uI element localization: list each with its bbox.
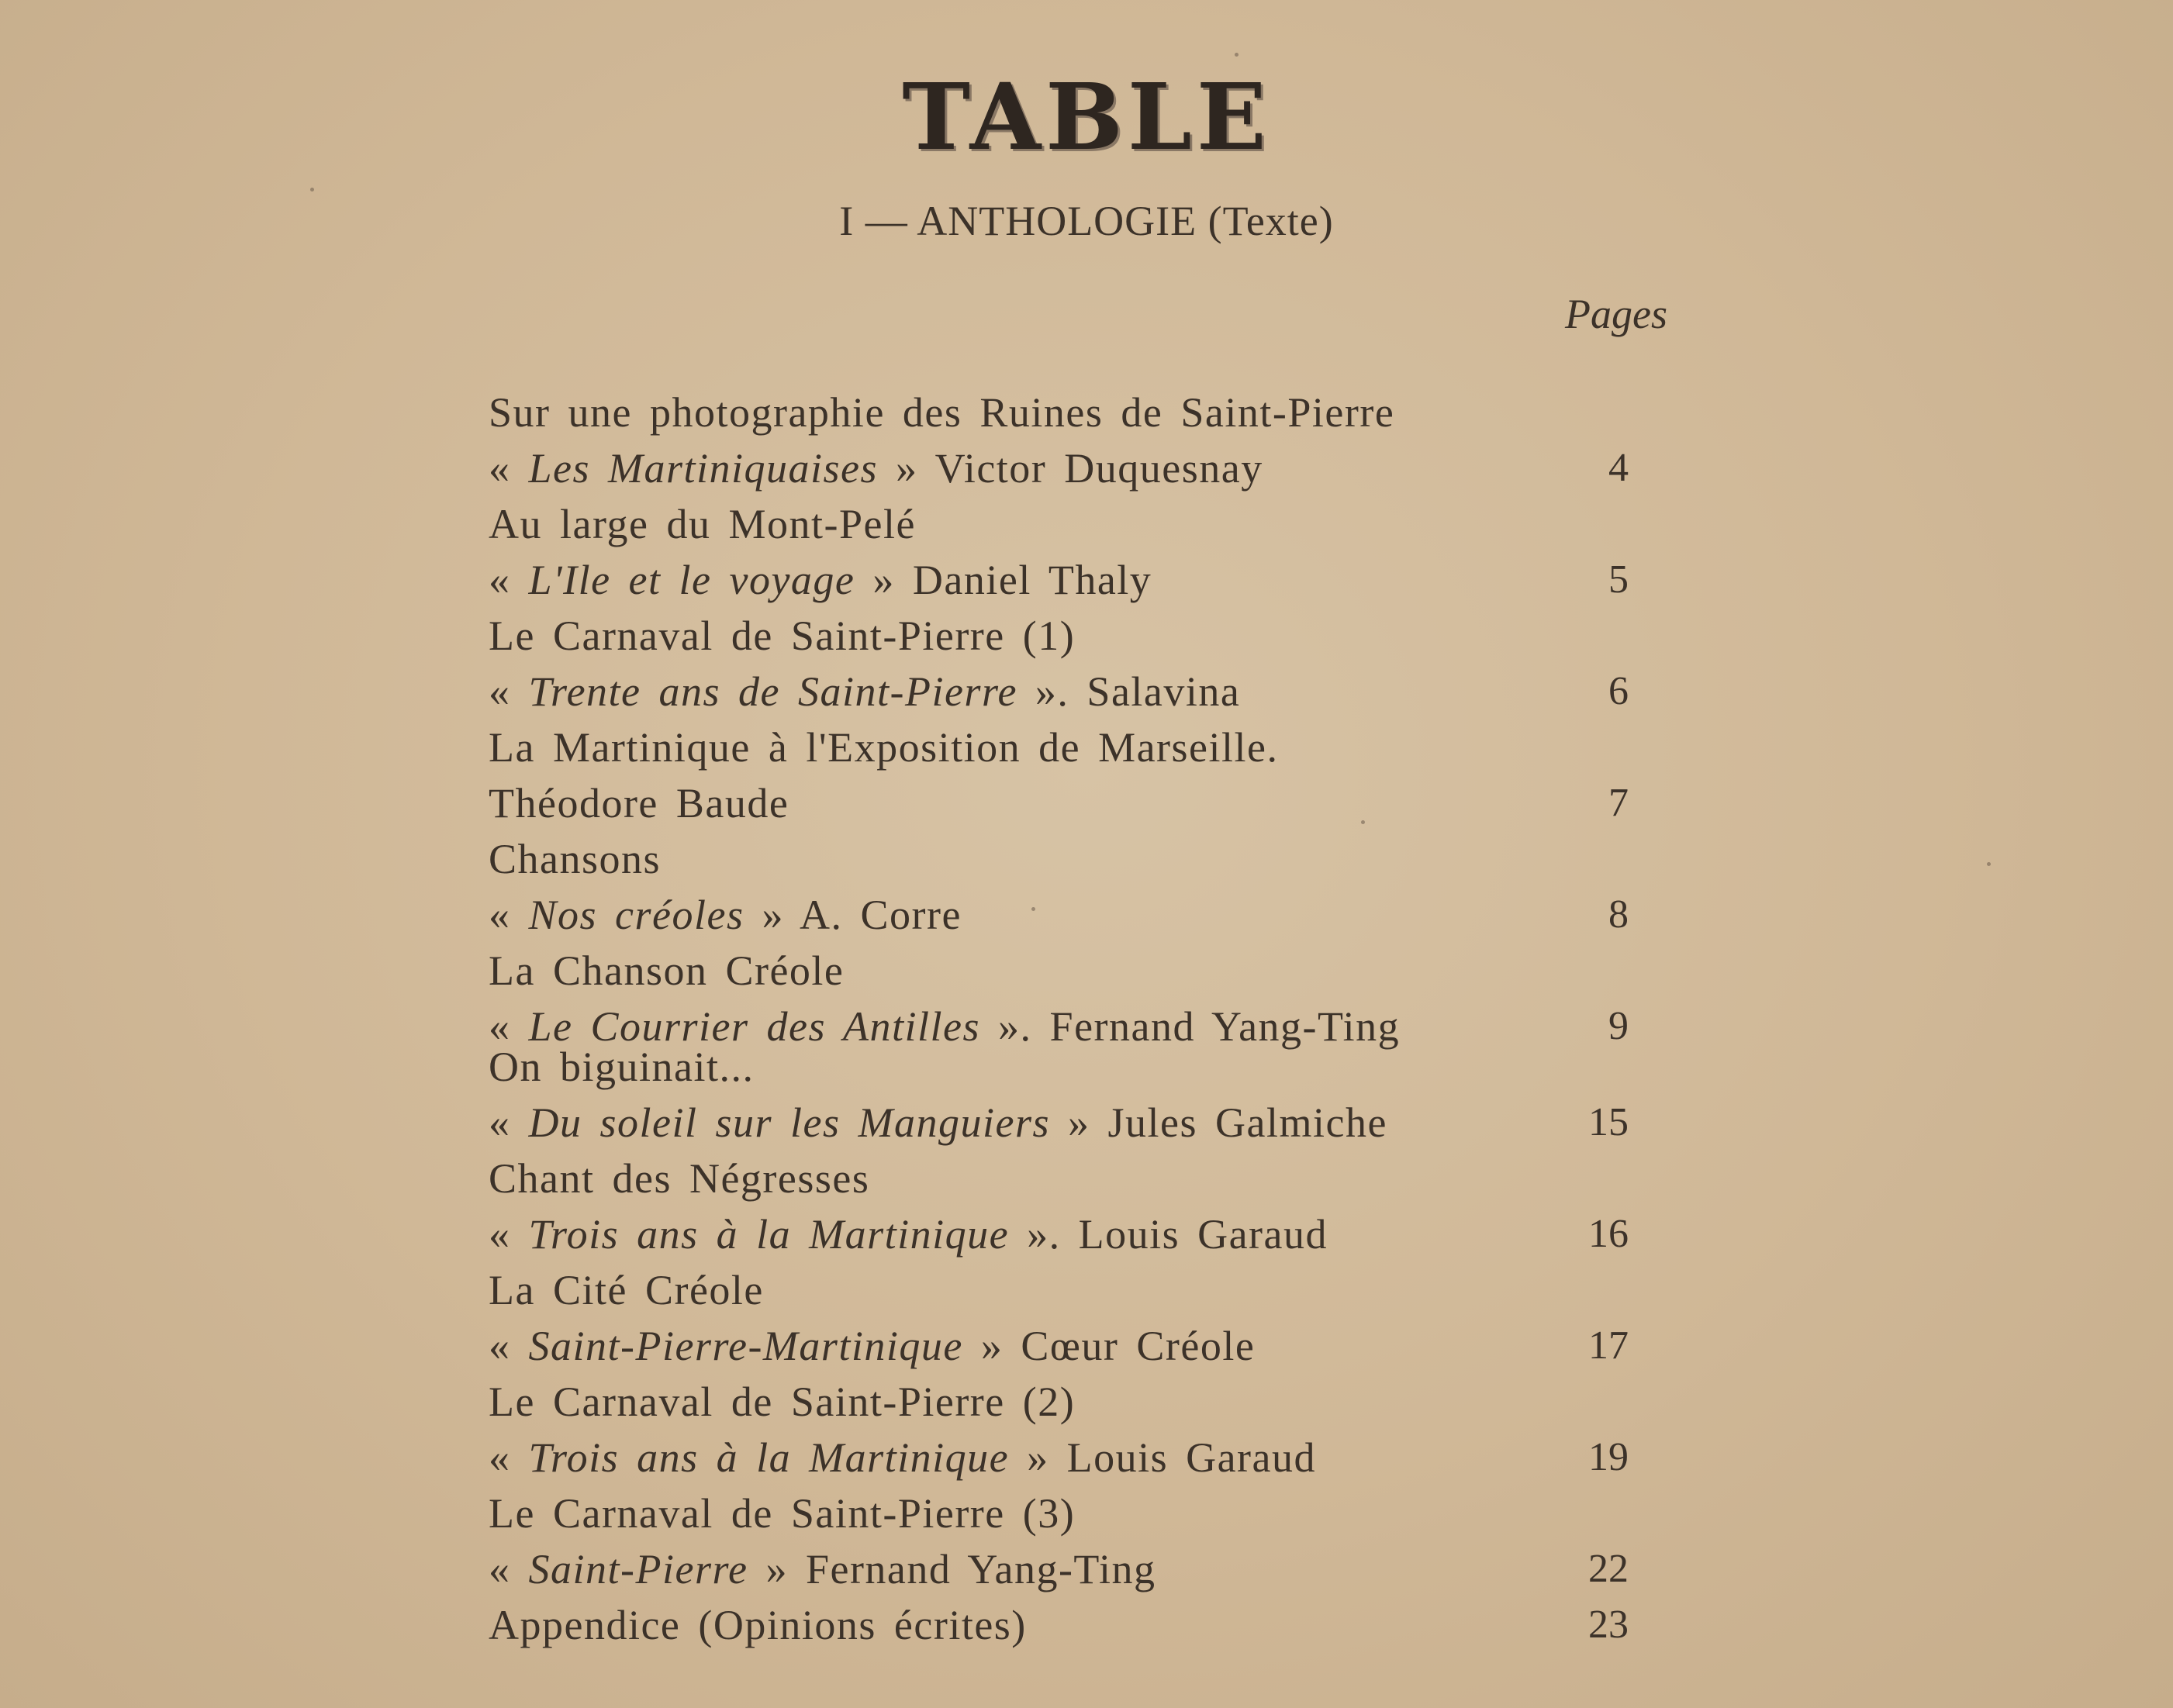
opening-quote: « xyxy=(489,445,529,492)
toc-entry xyxy=(489,1434,1644,1490)
author-name: Louis Garaud xyxy=(1078,1211,1328,1258)
toc-entry xyxy=(489,557,1644,612)
opening-quote: « xyxy=(489,1099,529,1146)
source-work-title: Trente ans de Saint-Pierre xyxy=(528,668,1017,715)
toc-entry-text xyxy=(489,1099,1387,1146)
page-number: 22 xyxy=(1588,1547,1629,1591)
source-work-title: Saint-Pierre-Martinique xyxy=(528,1323,963,1369)
author-name: Daniel Thaly xyxy=(912,557,1152,603)
closing-quote: » xyxy=(748,1546,806,1592)
toc-entry xyxy=(489,389,1644,445)
toc-entry xyxy=(489,1267,1644,1323)
opening-quote: « xyxy=(489,1434,529,1481)
entry-title: Sur une photographie des Ruines de Saint-Pierre xyxy=(489,389,1395,436)
toc-entry-text xyxy=(489,1434,1316,1481)
source-work-title: Nos créoles xyxy=(528,892,744,938)
toc-entry xyxy=(489,1490,1644,1546)
toc-entry-text xyxy=(489,612,1075,659)
author-name: Louis Garaud xyxy=(1066,1434,1316,1481)
source-work-title: Trois ans à la Martinique xyxy=(528,1211,1010,1258)
page-number: 15 xyxy=(1588,1100,1629,1144)
toc-entry-text xyxy=(489,1044,754,1090)
source-work-title: L'Ile et le voyage xyxy=(528,557,855,603)
page-number: 19 xyxy=(1588,1435,1629,1479)
author-name: Cœur Créole xyxy=(1021,1323,1256,1369)
page-number: 4 xyxy=(1608,446,1629,490)
toc-entry xyxy=(489,501,1644,557)
toc-entry xyxy=(489,724,1644,780)
closing-quote: » xyxy=(744,892,800,938)
opening-quote: « xyxy=(489,1323,529,1369)
author-name: Jules Galmiche xyxy=(1107,1099,1387,1146)
toc-entry-text xyxy=(489,1003,1400,1050)
source-work-title: Le Courrier des Antilles xyxy=(528,1003,981,1050)
entry-title: La Cité Créole xyxy=(489,1267,764,1313)
toc-entry-text xyxy=(489,1490,1075,1537)
source-work-title: Saint-Pierre xyxy=(528,1546,748,1592)
pages-column-label: Pages xyxy=(1565,291,1667,337)
page-number: 8 xyxy=(1608,892,1629,937)
page-title: TABLE xyxy=(902,63,1271,171)
page-number: 7 xyxy=(1608,781,1629,825)
toc-entry-text xyxy=(489,1378,1075,1425)
toc-entry-text xyxy=(489,1267,764,1313)
entry-title: On biguinait... xyxy=(489,1044,755,1090)
toc-entry-text xyxy=(489,1155,869,1202)
toc-entry-text xyxy=(489,947,844,994)
toc-entry-text xyxy=(489,1323,1255,1369)
source-work-title: Les Martiniquaises xyxy=(528,445,879,492)
toc-entry xyxy=(489,780,1644,836)
toc-entry xyxy=(489,947,1644,1003)
toc-entry-text xyxy=(489,1602,1027,1648)
page-number: 23 xyxy=(1588,1603,1629,1647)
toc-entry xyxy=(489,1003,1644,1050)
toc-entry xyxy=(489,612,1644,668)
toc-entry-text xyxy=(489,724,1279,771)
source-work-title: Trois ans à la Martinique xyxy=(528,1434,1010,1481)
toc-entry-text xyxy=(489,836,661,882)
page-number: 16 xyxy=(1588,1212,1629,1256)
toc-entry-text xyxy=(489,445,1263,492)
toc-entry-text xyxy=(489,780,789,826)
toc-entry-text xyxy=(489,389,1394,436)
toc-entry xyxy=(489,1378,1644,1434)
opening-quote: « xyxy=(489,1546,529,1592)
closing-quote: ». xyxy=(1017,668,1087,715)
toc-entry xyxy=(489,1211,1644,1267)
closing-quote: » xyxy=(1009,1434,1067,1481)
toc-entry xyxy=(489,836,1644,892)
opening-quote: « xyxy=(489,1003,529,1050)
page-number: 6 xyxy=(1608,669,1629,713)
toc-entry-text xyxy=(489,668,1240,715)
toc-entry-text xyxy=(489,1211,1328,1258)
opening-quote: « xyxy=(489,668,529,715)
toc-entry xyxy=(489,1044,1644,1099)
closing-quote: » xyxy=(962,1323,1021,1369)
paper-speck xyxy=(1987,862,1991,866)
entry-title: Le Carnaval de Saint-Pierre (2) xyxy=(489,1378,1076,1425)
author-name: Fernand Yang-Ting xyxy=(1049,1003,1401,1050)
toc-entry-text xyxy=(489,501,916,547)
closing-quote: ». xyxy=(980,1003,1050,1050)
opening-quote: « xyxy=(489,1211,529,1258)
entry-title: Le Carnaval de Saint-Pierre (3) xyxy=(489,1490,1076,1537)
opening-quote: « xyxy=(489,892,529,938)
author-name: Victor Duquesnay xyxy=(934,445,1263,492)
entry-title: Au large du Mont-Pelé xyxy=(489,501,916,547)
opening-quote: « xyxy=(489,557,529,603)
closing-quote: ». xyxy=(1009,1211,1079,1258)
page-number: 5 xyxy=(1608,557,1629,602)
toc-entry xyxy=(489,1099,1644,1155)
author-name: Fernand Yang-Ting xyxy=(805,1546,1156,1592)
entry-title: Le Carnaval de Saint-Pierre (1) xyxy=(489,612,1076,659)
paper-speck xyxy=(1235,53,1239,57)
toc-entry xyxy=(489,892,1644,947)
closing-quote: » xyxy=(1050,1099,1108,1146)
entry-title: Chant des Négresses xyxy=(489,1155,870,1202)
toc-entry xyxy=(489,1323,1644,1378)
author-name: Salavina xyxy=(1086,668,1241,715)
toc-entry xyxy=(489,668,1644,724)
toc-entry-text xyxy=(489,892,962,938)
closing-quote: » xyxy=(855,557,913,603)
paper-speck xyxy=(310,188,314,192)
entry-title: Théodore Baude xyxy=(489,780,789,826)
entry-title: Appendice (Opinions écrites) xyxy=(489,1602,1027,1648)
page-number: 17 xyxy=(1588,1323,1629,1368)
page-number: 9 xyxy=(1608,1004,1629,1048)
author-name: A. Corre xyxy=(800,892,962,938)
entry-title: Chansons xyxy=(489,836,662,882)
source-work-title: Du soleil sur les Manguiers xyxy=(528,1099,1050,1146)
entry-title: La Martinique à l'Exposition de Marseille. xyxy=(489,724,1279,771)
toc-entry xyxy=(489,1546,1644,1602)
toc-entry xyxy=(489,445,1644,501)
toc-entry-text xyxy=(489,1546,1156,1592)
toc-entry xyxy=(489,1155,1644,1211)
toc-entry xyxy=(489,1602,1644,1658)
table-of-contents xyxy=(489,389,1644,1658)
entry-title: La Chanson Créole xyxy=(489,947,845,994)
closing-quote: » xyxy=(878,445,935,492)
section-title: I — ANTHOLOGIE (Texte) xyxy=(839,198,1334,244)
toc-entry-text xyxy=(489,557,1152,603)
